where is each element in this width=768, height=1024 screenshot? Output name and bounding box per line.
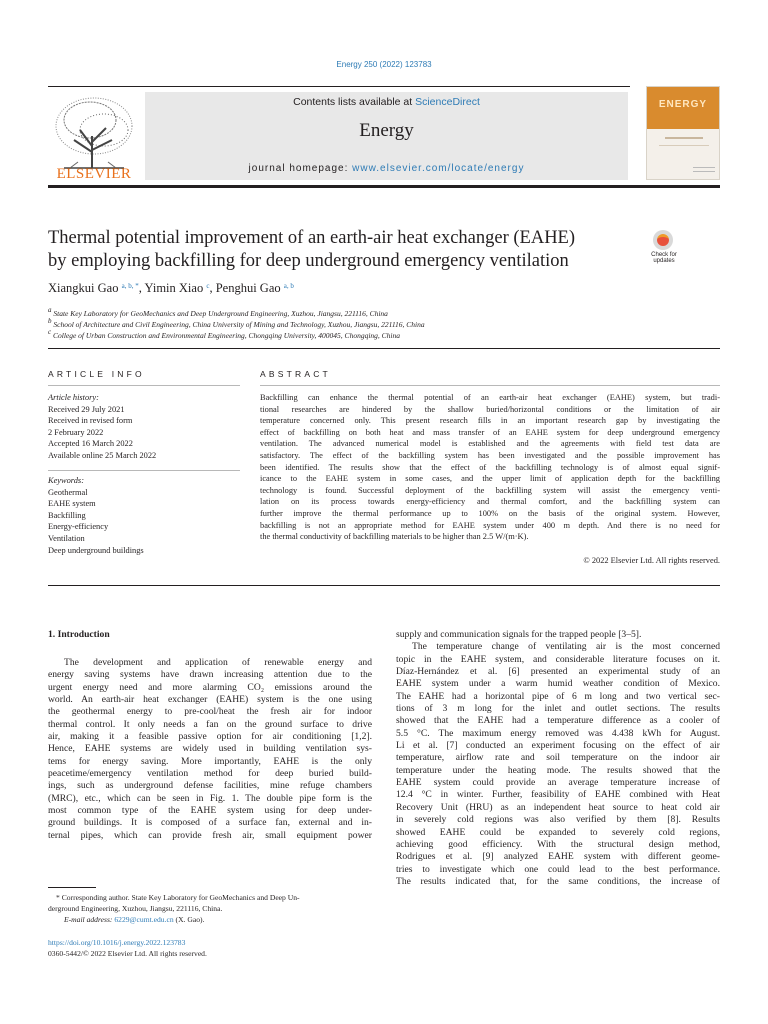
homepage-line	[145, 163, 628, 174]
abstract-line: been identified. The results show that the effect of the backfilling technology is of almost equal signif-	[260, 462, 720, 472]
section-rule	[48, 585, 720, 586]
intro-line: The EAHE had a horizontal pipe of 6 m long and two vertical sec-	[396, 690, 720, 702]
intro-line: world. An earth-air heat exchanger (EAHE) system is the one using	[48, 694, 372, 706]
article-title	[48, 227, 638, 273]
intro-line: temperature, airflow rate and soil temperature on the indoor air	[396, 752, 720, 764]
intro-line: topic in the EAHE system, and considerable literature focuses on it.	[396, 653, 720, 665]
author-name[interactable]: Penghui Gao	[215, 281, 281, 295]
author-affiliation-mark[interactable]: c	[206, 282, 210, 290]
intro-line: tries to investigate which one could lead to the best performance.	[396, 863, 720, 875]
abstract-body	[260, 392, 720, 543]
intro-line: ground buildings. It is composed of a surface fan, external and in-	[48, 817, 372, 829]
history-item: Accepted 16 March 2022	[48, 439, 133, 449]
intro-line: Li et al. [7] conducted an experiment focusing on the effect of air	[396, 740, 720, 752]
keyword-item: Geothermal	[48, 487, 88, 497]
footnote-line: * Corresponding author. State Key Laboratory for GeoMechanics and Deep Un-	[56, 893, 300, 902]
keywords	[48, 475, 240, 556]
abstract-line: icance to the EAHE system in some cases, and the upper limit of application depth for the backfilling	[260, 474, 720, 484]
intro-line: showed that the EAHE had a temperature difference as a cooler of	[396, 715, 720, 727]
keyword-item: EAHE system	[48, 499, 96, 509]
intro-line: ings, such as underground defense facilities, mine refuge chambers	[48, 780, 372, 792]
history-item: Received 29 July 2021	[48, 404, 125, 414]
abstract-rule	[260, 385, 720, 386]
affiliation-text: State Key Laboratory for GeoMechanics and Deep Underground Engineering, Xuzhou, Jiangsu, 221116, China	[53, 309, 388, 318]
journal-banner	[145, 92, 628, 180]
affiliation-mark: a	[48, 306, 52, 314]
issn-copyright: 0360-5442/© 2022 Elsevier Ltd. All rights reserved.	[48, 949, 207, 958]
intro-line: the geothermal energy to pre-cool/heat the fresh air for indoor	[48, 706, 372, 718]
affiliation-mark: b	[48, 317, 52, 325]
cover-banner	[647, 87, 719, 129]
intro-left-column	[48, 657, 372, 842]
header-thick-rule	[48, 185, 720, 188]
cover-stripe	[693, 171, 715, 172]
footnote-line: derground Engineering, Xuzhou, Jiangsu, 221116, China.	[48, 904, 223, 913]
title-line: Thermal potential improvement of an earth-air heat exchanger (EAHE)	[48, 228, 576, 248]
intro-line: supply and communication signals for the trapped people [3–5].	[396, 629, 642, 640]
abstract-line: technology is found. Successful deployment of the backfilling system will assist the emergency venti-	[260, 485, 720, 495]
intro-line: EAHE system under a warm humid weather condition of Mexico.	[396, 678, 720, 690]
history-item: Received in revised form	[48, 416, 133, 426]
intro-line: Hence, EAHE systems are widely used in building ventilation sys-	[48, 743, 372, 755]
intro-line: ternal pipes, which can provide fresh air, small equipment power	[48, 829, 372, 841]
author-affiliation-mark[interactable]: a, b	[283, 282, 294, 290]
intro-line: air, making it a feasible passive option for air conditioning [1,2].	[48, 731, 372, 743]
intro-line: temperature under the heating mode. The results showed that the	[396, 764, 720, 776]
introduction-heading: 1. Introduction	[48, 629, 110, 640]
keyword-item: Backfilling	[48, 510, 86, 520]
keyword-item: Deep underground buildings	[48, 545, 144, 555]
abstract-line: backfilling is not an appropriate method for EAHE system under 400 m depth. And there is no need for	[260, 520, 720, 530]
email-link[interactable]: 6229@cumt.edu.cn	[114, 915, 174, 924]
article-info-heading: ARTICLE INFO	[48, 369, 145, 379]
article-info-rule	[48, 385, 240, 386]
author-separator: ,	[138, 281, 145, 295]
homepage-link[interactable]: www.elsevier.com/locate/energy	[352, 163, 525, 174]
crossmark-label-line: updates	[653, 258, 675, 264]
intro-line: The temperature change of ventilating air is the most concerned	[412, 641, 720, 653]
history-item: Available online 25 March 2022	[48, 450, 157, 460]
author-affiliation-mark[interactable]: a, b, *	[121, 282, 139, 290]
author-separator: ,	[209, 281, 216, 295]
cover-stripe	[665, 137, 703, 139]
abstract-line: Backfilling can enhance the thermal potential of an earth-air heat exchanger (EAHE) system, but tradi-	[260, 393, 720, 402]
keywords-rule	[48, 470, 240, 471]
keyword-item: Energy-efficiency	[48, 522, 109, 532]
abstract-line: lation on its process towards energy-efficiency and thermal comfort, and the backfilling system can	[260, 497, 720, 507]
intro-line: Rodrigues et al. [9] analyzed EAHE system with different geome-	[396, 851, 720, 863]
page-footer	[48, 937, 207, 959]
intro-line: peacetime/emergency ventilation method for deep buried build-	[48, 768, 372, 780]
abstract-line: satisfactory. The effect of the backfilling system has been investigated and the possible improvement has	[260, 450, 720, 460]
contents-prefix: Contents lists available at	[293, 96, 416, 108]
cover-title: ENERGY	[658, 99, 708, 110]
cover-stripe	[693, 167, 715, 168]
history-label: Article history:	[48, 393, 99, 402]
intro-line: urgent energy need and more alarming CO₂ emissions around the	[48, 681, 372, 693]
intro-line: Díaz-Hernández et al. [6] presented an experimental study of an	[396, 666, 720, 678]
sciencedirect-link[interactable]: ScienceDirect	[415, 96, 480, 108]
intro-line: showed EAHE could be expanded to severely cold regions,	[396, 826, 720, 838]
crossmark-icon-center	[657, 234, 669, 246]
intro-line: thermal control. It only needs a fan on the ground surface to drive	[48, 718, 372, 730]
section-rule	[48, 348, 720, 349]
affiliation-text: School of Architecture and Civil Engineering, China University of Mining and Technology, Xuzhou, Jiangsu, 221116, China	[53, 320, 425, 329]
corresponding-author-footnote	[48, 892, 372, 925]
abstract-line: further improve the thermal performance up to 100% on the basis of the original system. However,	[260, 508, 720, 518]
history-item: 2 February 2022	[48, 427, 104, 437]
header-rule	[48, 86, 630, 87]
keyword-item: Ventilation	[48, 533, 85, 543]
journal-citation[interactable]: Energy 250 (2022) 123783	[336, 60, 432, 69]
doi-link[interactable]: https://doi.org/10.1016/j.energy.2022.123783	[48, 938, 186, 947]
intro-line: most common type of the EAHE system using for deep under-	[48, 805, 372, 817]
keywords-label: Keywords:	[48, 476, 84, 485]
footnote-email-line	[48, 914, 372, 925]
intro-line: EAHE system could provide an average temperature increase of	[396, 777, 720, 789]
intro-line: The development and application of renewable energy and	[64, 657, 372, 668]
abstract-line: effect of backfilling on both heat and mass transfer of an EAHE system for deep underground emergency	[260, 427, 720, 437]
intro-line: The results indicated that, for the same conditions, the increase of	[396, 875, 720, 887]
intro-line: energy saving systems have drawn increasing attention due to the	[48, 669, 372, 681]
intro-line: tions of 3 m long for the inlet and outlet sections. The results	[396, 703, 720, 715]
intro-line: achieving good efficiency. With the structural design method,	[396, 838, 720, 850]
intro-line: in severely cold regions was also verified by them [8]. Results	[396, 814, 720, 826]
journal-cover[interactable]	[646, 86, 720, 180]
affiliation-mark: c	[48, 328, 52, 336]
author-name[interactable]: Xiangkui Gao	[48, 281, 119, 295]
abstract-copyright: © 2022 Elsevier Ltd. All rights reserved.	[583, 556, 720, 565]
intro-line: 12.4 °C in winter. Further, feasibility of EAHE combined with Heat	[396, 789, 720, 801]
check-for-updates-button[interactable]	[644, 228, 684, 266]
intro-line: (MRC), etc., which can be seen in Fig. 1. The double pipe form is the	[48, 792, 372, 804]
contents-line	[145, 96, 628, 108]
intro-line: 5.5 °C. The maximum energy removed was 4.438 kWh for August.	[396, 727, 720, 739]
abstract-line: tional researches are hindered by the shallow buried/horizontal conditions or the limitation of air	[260, 404, 720, 414]
email-suffix: (X. Gao).	[173, 915, 205, 924]
intro-line: Recovery Unit (HRU) as an independent heat source to heat cold air	[396, 801, 720, 813]
crossmark-icon	[653, 230, 673, 250]
cover-stripe	[659, 145, 709, 146]
article-history	[48, 392, 240, 462]
affiliation-text: College of Urban Construction and Environmental Engineering, Chongqing University, 400045, Chongqing, China	[52, 331, 400, 340]
publisher-name: ELSEVIER	[56, 166, 132, 182]
abstract-line: temperature concerned only. This present research fills in an important research gap by investigating the	[260, 416, 720, 426]
footnote-rule	[48, 887, 96, 888]
crossmark-label	[644, 252, 684, 264]
affiliation	[48, 328, 400, 340]
homepage-prefix: journal homepage:	[248, 163, 353, 174]
abstract-line: ventilation. The advanced numerical model is established and the agreements with field test data are	[260, 439, 720, 449]
intro-right-column	[396, 629, 720, 888]
email-label: E-mail address:	[64, 915, 115, 924]
journal-name: Energy	[359, 120, 414, 141]
abstract-heading: ABSTRACT	[260, 369, 331, 379]
intro-line: tems for energy saving. More importantly, EAHE is the only	[48, 755, 372, 767]
author-list	[48, 281, 294, 296]
abstract-line: the thermal conductivity of backfilling materials to be higher than 2.5 W/(m·K).	[260, 532, 529, 542]
crossmark-label-line: Check for	[651, 252, 677, 258]
author-name[interactable]: Yimin Xiao	[144, 281, 204, 295]
title-line: by employing backfilling for deep underground emergency ventilation	[48, 251, 569, 271]
